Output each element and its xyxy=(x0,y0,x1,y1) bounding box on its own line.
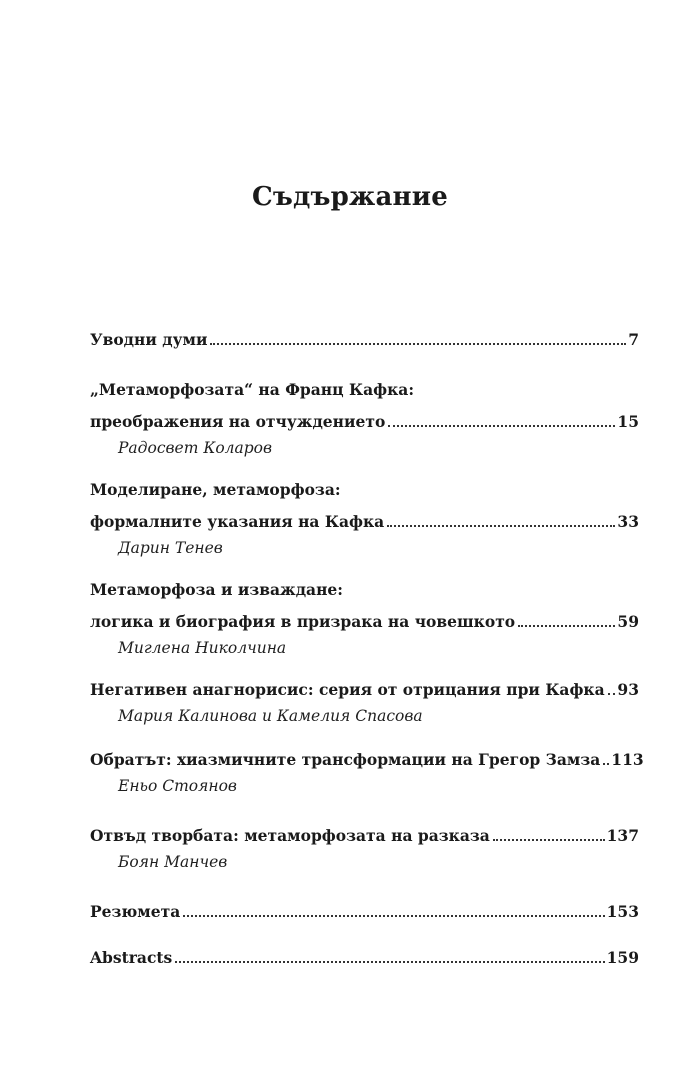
toc-entry-title: „Метаморфозата“ на Франц Кафка: xyxy=(90,380,415,399)
toc-page-number: 59 xyxy=(617,612,639,631)
dot-leader xyxy=(183,914,604,917)
toc-entry-title-line xyxy=(90,818,639,854)
toc-entry-title-line xyxy=(90,322,639,358)
toc-entry-title-line xyxy=(90,572,639,608)
toc-entry-title: Негативен анагнорисис: серия от отрицания при Кафка xyxy=(90,680,605,699)
toc-entry-title: логика и биография в призрака на човешкото xyxy=(90,612,516,631)
toc-entry-summaries[interactable] xyxy=(90,894,639,930)
page-title: Съдържание xyxy=(251,182,449,212)
toc-entry-author: Мария Калинова и Камелия Спасова xyxy=(118,707,423,725)
toc-page-number: 159 xyxy=(606,948,639,967)
dot-leader xyxy=(603,762,609,765)
dot-leader xyxy=(518,624,615,627)
toc-entry-title-line xyxy=(90,672,639,708)
toc-entry-nikolchina[interactable] xyxy=(90,572,639,660)
toc-entry-abstracts[interactable] xyxy=(90,940,639,976)
toc-entry-title-line xyxy=(90,940,639,976)
dot-leader xyxy=(608,692,616,695)
toc-entry-kolarov[interactable] xyxy=(90,372,639,460)
toc-entry-title: Моделиране, метаморфоза: xyxy=(90,480,341,499)
toc-entry-author: Дарин Тенев xyxy=(118,539,223,557)
toc-entry-kalinova-spasova[interactable] xyxy=(90,672,639,728)
toc-page-number: 15 xyxy=(617,412,639,431)
toc-page-number: 153 xyxy=(606,902,639,921)
toc-entry-author: Радосвет Коларов xyxy=(118,439,273,457)
dot-leader xyxy=(175,960,604,963)
toc-entry-introduction[interactable] xyxy=(90,322,639,358)
toc-entry-title-line xyxy=(90,472,639,508)
toc-entry-title-line xyxy=(90,742,644,778)
toc-page-number: 137 xyxy=(606,826,639,845)
toc-entry-author: Миглена Николчина xyxy=(118,639,287,657)
toc-entry-title: Отвъд творбата: метаморфозата на разказа xyxy=(90,826,490,845)
toc-entry-title: Abstracts xyxy=(90,948,173,967)
dot-leader xyxy=(387,524,615,527)
toc-entry-title: Уводни думи xyxy=(90,330,208,349)
dot-leader xyxy=(388,424,615,427)
dot-leader xyxy=(493,838,605,841)
dot-leader xyxy=(210,342,626,345)
toc-page-number: 7 xyxy=(628,330,639,349)
toc-entry-manchev[interactable] xyxy=(90,818,639,874)
toc-entry-title: Резюмета xyxy=(90,902,181,921)
toc-entry-title-line xyxy=(90,604,639,640)
toc-entry-author: Еньо Стоянов xyxy=(118,777,237,795)
toc-entry-title-line xyxy=(90,504,639,540)
toc-entry-title: преображения на отчуждението xyxy=(90,412,386,431)
toc-entry-title-line xyxy=(90,894,639,930)
toc-entry-author: Боян Манчев xyxy=(118,853,228,871)
toc-entry-title: формалните указания на Кафка xyxy=(90,512,385,531)
toc-page-number: 93 xyxy=(617,680,639,699)
toc-entry-title: Обратът: хиазмичните трансформации на Грегор Замза xyxy=(90,750,601,769)
toc-page-number: 33 xyxy=(617,512,639,531)
toc-entry-tenev[interactable] xyxy=(90,472,639,560)
toc-page-number: 113 xyxy=(611,750,644,769)
toc-entry-stoyanov[interactable] xyxy=(90,742,644,798)
toc-entry-title: Метаморфоза и изваждане: xyxy=(90,580,344,599)
toc-entry-title-line xyxy=(90,404,639,440)
toc-entry-title-line xyxy=(90,372,639,408)
